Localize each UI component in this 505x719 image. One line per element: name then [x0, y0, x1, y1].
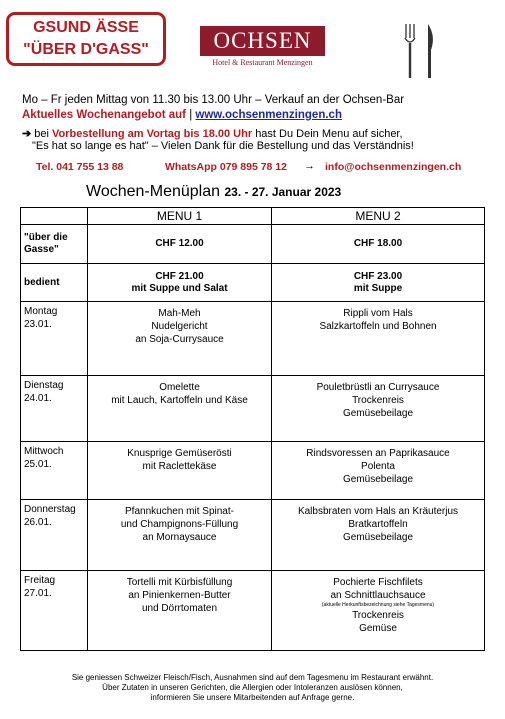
day-cell	[21, 442, 88, 500]
preorder-highlight: Vorbestellung am Vortag bis 18.00 Uhr	[52, 128, 253, 140]
menu-1-dish	[88, 500, 272, 571]
opening-hours: Mo – Fr jeden Mittag von 11.30 bis 13.00 Uhr – Verkauf an der Ochsen-Bar	[22, 94, 405, 106]
dish-line: Tortelli mit Kürbisfüllung	[126, 577, 233, 588]
dish-line: und Dörrtomaten	[141, 603, 218, 614]
dish-line: Gemüsebeilage	[342, 474, 414, 485]
dish-line: Trockenreis	[352, 395, 404, 406]
menu-2-dish	[272, 442, 485, 500]
weekly-offer-line	[22, 109, 342, 121]
menu-1-dish	[88, 571, 272, 651]
day-date: 26.01.	[24, 517, 52, 528]
day-row-monday	[21, 302, 485, 376]
menu-2-dish	[272, 500, 485, 571]
gsund-asse-stamp	[6, 12, 166, 66]
gasse-price-menu-1: CHF 12.00	[88, 225, 272, 264]
dish-line: Gemüsebeilage	[342, 532, 414, 543]
gasse-label: "über die Gasse"	[21, 225, 88, 264]
fork-knife-icon	[400, 20, 440, 80]
whatsapp[interactable]: WhatsApp 079 895 78 12	[165, 161, 287, 173]
day-name: Mittwoch	[24, 446, 64, 457]
dish-line: Kalbsbraten vom Hals an Kräuterjus	[297, 506, 459, 517]
separator: |	[189, 109, 193, 121]
menu-2-dish	[272, 571, 485, 651]
dish-line: Gemüsebeilage	[342, 408, 414, 419]
preorder-line	[22, 127, 403, 140]
bedient-label: bedient	[21, 264, 88, 302]
weekly-offer-text: Aktuelles Wochenangebot auf	[22, 109, 187, 121]
dish-line: Gemüse	[359, 623, 397, 634]
day-cell	[21, 302, 88, 376]
website-link[interactable]: www.ochsenmenzingen.ch	[195, 109, 342, 121]
menu-title-main: Wochen-Menüplan	[86, 183, 221, 200]
arrow-right-icon: →	[304, 160, 315, 172]
preorder-suffix: hast Du Dein Menu auf sicher,	[255, 128, 403, 140]
dish-line: Omelette	[159, 382, 200, 393]
day-date: 27.01.	[24, 588, 52, 599]
dish-line: an Soja-Currysauce	[135, 334, 224, 345]
bedient-price-row	[21, 264, 485, 302]
dish-line: Knusprige Gemüserösti	[127, 448, 232, 459]
dish-line: Trockenreis	[352, 610, 404, 621]
menu-2-dish	[272, 302, 485, 376]
dish-line: Polenta	[361, 461, 395, 472]
bedient-price-2-amount: CHF 23.00	[353, 270, 403, 282]
dish-line: an Pinienkernen-Butter	[128, 590, 231, 601]
bedient-price-2-note: mit Suppe	[353, 282, 403, 294]
bedient-price-menu-2	[272, 264, 485, 302]
bedient-price-1-amount: CHF 21.00	[155, 270, 204, 282]
stamp-line-1: GSUND ÄSSE	[33, 19, 139, 36]
menu-1-dish	[88, 442, 272, 500]
menu-1-dish	[88, 302, 272, 376]
footer-line-1: Sie geniessen Schweizer Fleisch/Fisch, Ausnahmen sind auf dem Tagesmenu im Restaurant erwähnt.	[71, 673, 434, 682]
bedient-price-menu-1	[88, 264, 272, 302]
footer-note	[0, 673, 505, 703]
day-name: Donnerstag	[24, 504, 76, 515]
menu-2-dish	[272, 376, 485, 442]
email-link[interactable]: info@ochsenmenzingen.ch	[325, 161, 462, 173]
header-menu-2: MENU 2	[272, 208, 485, 225]
dish-line: mit Raclettekäse	[142, 461, 217, 472]
footer-line-2: Über Zutaten in unseren Gerichten, die Allergien oder Intoleranzen auslösen können,	[102, 683, 403, 692]
day-cell	[21, 571, 88, 651]
day-row-tuesday	[21, 376, 485, 442]
table-header-row	[21, 208, 485, 225]
dish-line: mit Lauch, Kartoffeln und Käse	[111, 395, 248, 406]
gasse-price-row	[21, 225, 485, 264]
telephone[interactable]: Tel. 041 755 13 88	[36, 161, 124, 173]
bedient-price-1-note: mit Suppe und Salat	[131, 282, 228, 294]
gasse-price-menu-2: CHF 18.00	[272, 225, 485, 264]
menu-title-dates: 23. - 27. Januar 2023	[224, 185, 342, 199]
day-cell	[21, 376, 88, 442]
logo-word: OCHSEN	[200, 26, 325, 56]
menu-table	[20, 207, 485, 651]
day-date: 23.01.	[24, 319, 52, 330]
menu-title	[86, 183, 341, 201]
dish-line: an Schnittlauchsauce	[330, 590, 426, 601]
day-name: Freitag	[24, 575, 56, 586]
footer-line-3: informieren Sie unsere Mitarbeitenden auf Anfrage gerne.	[150, 693, 355, 702]
dish-line: und Champignons-Füllung	[120, 519, 239, 530]
header-menu-1: MENU 1	[88, 208, 272, 225]
dish-line: Pfannkuchen mit Spinat-	[125, 506, 234, 517]
day-date: 24.01.	[24, 393, 52, 404]
arrow-right-icon: ➔	[22, 128, 32, 140]
dish-line: Mah-Meh	[158, 308, 201, 319]
header-blank	[21, 208, 88, 225]
quote-line: "Es hat so lange es hat" – Vielen Dank für die Bestellung und das Verständnis!	[32, 140, 414, 152]
dish-line: Bratkartoffeln	[348, 519, 408, 530]
stamp-line-2: "ÜBER D'GASS"	[23, 41, 149, 58]
origin-note: (aktuelle Herkunftsbezeichnung siehe Tagesmenu)	[321, 602, 435, 608]
ochsen-logo	[200, 26, 325, 67]
dish-line: Rindsvoressen an Paprikasauce	[306, 448, 450, 459]
day-row-thursday	[21, 500, 485, 571]
day-date: 25.01.	[24, 459, 52, 470]
dish-line: Rippli vom Hals	[343, 308, 413, 319]
dish-line: Pochierte Fischfilets	[333, 577, 423, 588]
day-row-wednesday	[21, 442, 485, 500]
dish-line: an Mornaysauce	[142, 532, 217, 543]
day-name: Dienstag	[24, 380, 64, 391]
dish-line: Salzkartoffeln und Bohnen	[319, 321, 437, 332]
logo-subtitle: Hotel & Restaurant Menzingen	[212, 58, 313, 67]
day-cell	[21, 500, 88, 571]
preorder-prefix: bei	[34, 128, 49, 140]
dish-line: Pouletbrüstli an Currysauce	[316, 382, 440, 393]
day-name: Montag	[24, 306, 58, 317]
menu-1-dish	[88, 376, 272, 442]
day-row-friday	[21, 571, 485, 651]
dish-line: Nudelgericht	[151, 321, 208, 332]
